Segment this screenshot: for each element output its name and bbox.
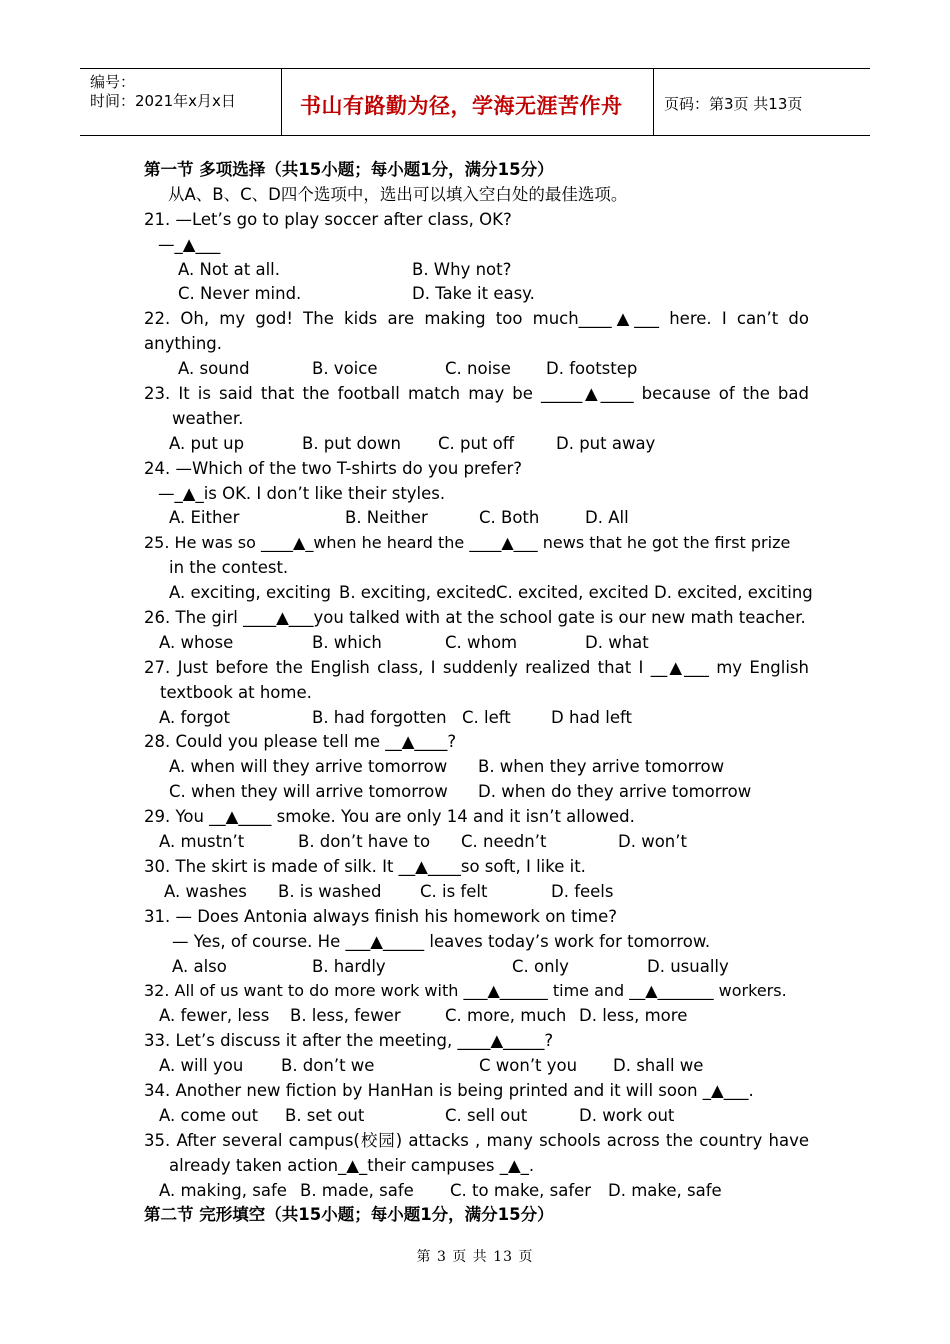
option-a: A. forgot: [159, 707, 230, 727]
option-d: D. shall we: [613, 1056, 704, 1076]
question-34: 34. Another new fiction by HanHan is being printed and it will soon _▲___.: [144, 1080, 754, 1100]
question-29: 29. You __▲____ smoke. You are only 14 and it isn’t allowed.: [144, 807, 635, 827]
option-b: B. when they arrive tomorrow: [478, 757, 725, 777]
header-page-info: 页码：第3页 共13页: [664, 95, 803, 113]
option-a: A. washes: [164, 881, 247, 901]
option-b: B. less, fewer: [290, 1006, 401, 1026]
option-b: B. hardly: [312, 956, 386, 976]
option-a: A. also: [172, 956, 227, 976]
option-a: A. put up: [169, 433, 245, 453]
option-d: D. make, safe: [608, 1180, 722, 1200]
option-a: A. when will they arrive tomorrow: [169, 757, 448, 777]
option-b: B. is washed: [278, 881, 382, 901]
option-c: C. sell out: [445, 1105, 528, 1125]
page-footer: 第 3 页 共 13 页: [416, 1249, 534, 1265]
option-d: D. All: [585, 508, 629, 528]
question-28-options-row1: [144, 755, 809, 780]
question-24-answer-line: —_▲_is OK. I don’t like their styles.: [158, 483, 446, 503]
option-a: A. Not at all.: [178, 259, 280, 279]
question-29-options: [144, 830, 809, 855]
option-d: D. excited, exciting: [654, 583, 813, 603]
option-b: B. Why not?: [412, 259, 512, 279]
option-a: A. exciting, exciting: [169, 583, 331, 603]
question-22-options: [144, 357, 809, 382]
option-c: C. to make, safer: [450, 1180, 592, 1200]
option-b: B. which: [312, 632, 382, 652]
option-c: C. whom: [445, 632, 518, 652]
question-24: 24. —Which of the two T-shirts do you prefer?: [144, 458, 523, 478]
option-a: A. Either: [169, 508, 240, 528]
option-d: D. less, more: [579, 1006, 688, 1026]
option-d: D. what: [585, 632, 649, 652]
option-c: C. Both: [479, 508, 540, 528]
option-b: B. voice: [312, 359, 378, 379]
section1-title: 第一节 多项选择（共15小题；每小题1分，满分15分）: [144, 160, 554, 179]
exam-content: [144, 158, 813, 1228]
option-d: D. work out: [579, 1105, 675, 1125]
option-d: D. usually: [647, 956, 729, 976]
question-25: 25. He was so ____▲_when he heard the ____▲___ news that he got the first prize: [144, 533, 791, 553]
question-23-options: [144, 432, 809, 457]
question-23: 23. It is said that the football match may be _____▲____ because of the bad: [144, 384, 809, 404]
question-32: 32. All of us want to do more work with ___▲______ time and __▲_______ workers.: [144, 981, 787, 1001]
option-c: C. noise: [445, 359, 511, 379]
question-22-continued: anything.: [144, 334, 223, 354]
option-a: A. mustn’t: [159, 832, 245, 852]
option-c: C. only: [512, 956, 569, 976]
option-b: B. don’t have to: [298, 832, 431, 852]
option-a: A. sound: [178, 359, 250, 379]
option-d: D had left: [551, 707, 632, 727]
question-28-options-row2: [144, 780, 809, 805]
option-b: B. set out: [285, 1105, 365, 1125]
option-d: D. put away: [556, 433, 656, 453]
option-c: C. needn’t: [461, 832, 547, 852]
option-a: A. fewer, less: [159, 1006, 270, 1026]
option-c: C. Never mind.: [178, 284, 302, 304]
question-26-options: [144, 631, 809, 656]
question-21-answer-blank: —_▲___: [158, 234, 221, 254]
question-30-options: [144, 880, 809, 905]
question-31: 31. — Does Antonia always finish his homework on time?: [144, 906, 618, 926]
option-b: B. put down: [302, 433, 401, 453]
question-25-continued: in the contest.: [169, 558, 289, 578]
question-30: 30. The skirt is made of silk. It __▲____so soft, I like it.: [144, 856, 586, 876]
header-date: 时间：2021年x月x日: [90, 92, 236, 110]
option-a: A. making, safe: [159, 1180, 287, 1200]
header-divider-right: [653, 68, 654, 136]
option-d: D. Take it easy.: [412, 284, 535, 304]
question-31-options: [144, 955, 809, 980]
header-divider-left: [281, 68, 282, 136]
question-35: 35. After several campus(校园) attacks , many schools across the country have: [144, 1130, 809, 1150]
question-27-continued: textbook at home.: [160, 682, 312, 702]
option-c: C. left: [462, 707, 511, 727]
question-27: 27. Just before the English class, I suddenly realized that I __▲___ my English: [144, 657, 809, 677]
header-motto: 书山有路勤为径，学海无涯苦作舟: [300, 93, 623, 118]
option-a: A. come out: [159, 1105, 259, 1125]
option-b: B. Neither: [345, 508, 428, 528]
option-c: C. when they will arrive tomorrow: [169, 782, 448, 802]
question-23-continued: weather.: [172, 408, 244, 428]
option-b: B. don’t we: [281, 1056, 375, 1076]
header-code-label: 编号：: [90, 73, 136, 91]
option-b: B. had forgotten: [312, 707, 447, 727]
option-b: B. made, safe: [300, 1180, 414, 1200]
question-31-answer-line: — Yes, of course. He ___▲_____ leaves today’s work for tomorrow.: [172, 931, 711, 951]
header-bottom-border: [80, 135, 870, 136]
question-28: 28. Could you please tell me __▲____?: [144, 732, 457, 752]
question-21-options-row2: [144, 282, 809, 307]
question-27-options: [144, 706, 809, 731]
question-26: 26. The girl ____▲___you talked with at the school gate is our new math teacher.: [144, 608, 806, 628]
header-top-border: [80, 68, 870, 69]
section1-instruction: 从A、B、C、D四个选项中，选出可以填入空白处的最佳选项。: [168, 184, 628, 204]
question-33-options: [144, 1054, 809, 1079]
option-c: C. put off: [438, 433, 515, 453]
question-25-options: [144, 581, 813, 606]
option-a: A. will you: [159, 1056, 244, 1076]
option-c: C. excited, excited: [496, 583, 649, 603]
option-b: B. exciting, excited: [339, 583, 497, 603]
option-c: C won’t you: [479, 1056, 578, 1076]
question-35-options: [144, 1179, 809, 1204]
question-33: 33. Let’s discuss it after the meeting, ____▲_____?: [144, 1031, 554, 1051]
section2-title: 第二节 完形填空（共15小题；每小题1分，满分15分）: [144, 1205, 554, 1225]
question-24-options: [144, 506, 809, 531]
option-d: D. feels: [551, 881, 614, 901]
question-21-options-row1: [144, 258, 809, 283]
option-d: D. won’t: [618, 832, 687, 852]
question-22: 22. Oh, my god! The kids are making too much____▲___ here. I can’t do: [144, 309, 809, 329]
option-d: D. when do they arrive tomorrow: [478, 782, 752, 802]
option-c: C. more, much: [445, 1006, 567, 1026]
question-32-options: [144, 1004, 809, 1029]
option-c: C. is felt: [420, 881, 488, 901]
question-21: 21. —Let’s go to play soccer after class, OK?: [144, 209, 512, 229]
question-34-options: [144, 1104, 809, 1129]
option-d: D. footstep: [546, 359, 638, 379]
option-a: A. whose: [159, 632, 234, 652]
question-35-continued: already taken action_▲_their campuses _▲_.: [169, 1155, 535, 1175]
